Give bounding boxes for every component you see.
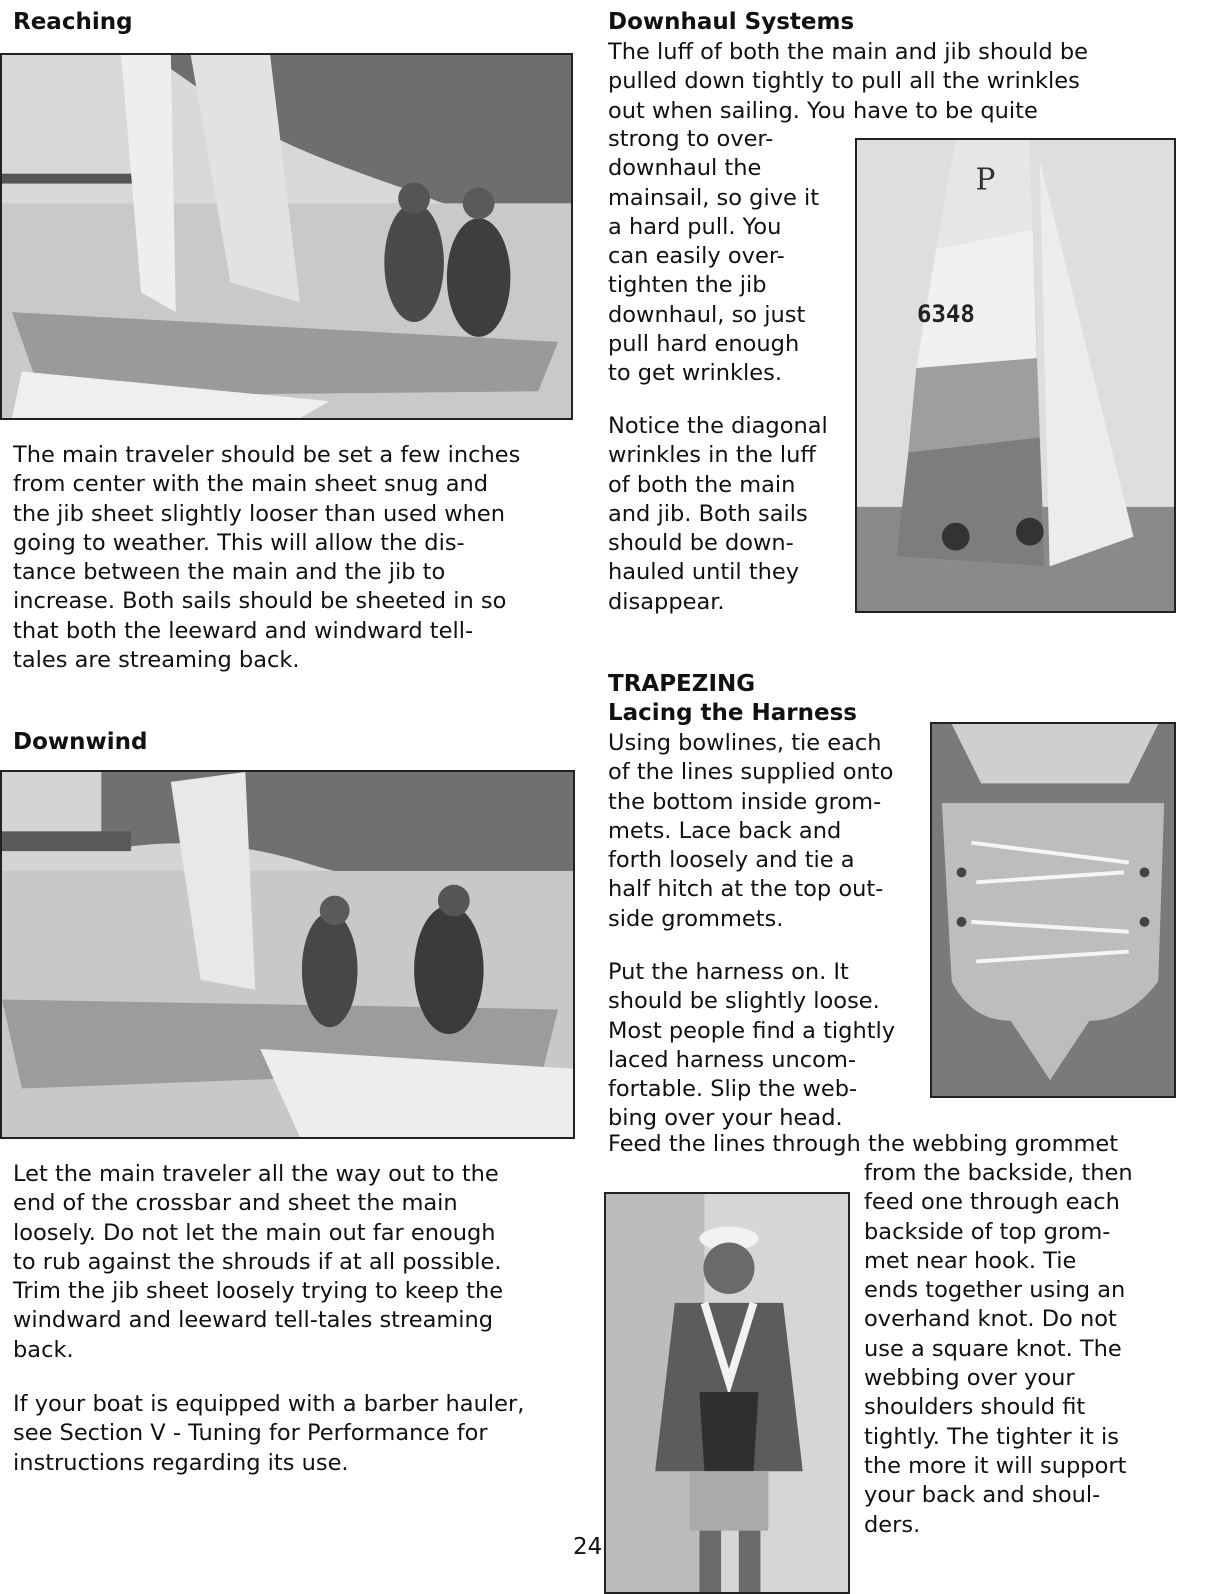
- downhaul-text: strong to over- downhaul the mainsail, so give it a hard pull. You can easily over- tighten the jib downhaul, so just pull hard enough to get wrinkles.: [608, 126, 820, 387]
- lacing-text: Using bowlines, tie each of the lines supplied onto the bottom inside grom- mets. Lace back and forth loosely and tie a half hitch at the top out- side grommets.: [608, 730, 894, 932]
- reaching-photo: [0, 53, 573, 420]
- downwind-text-2: If your boat is equipped with a barber hauler, see Section V - Tuning for Performance for instructions regarding its use.: [13, 1391, 525, 1476]
- downwind-photo: [0, 770, 575, 1139]
- lacing-subheading: Lacing the Harness: [608, 700, 857, 726]
- sail-number: 6348: [917, 300, 975, 328]
- feed-line: Feed the lines through the webbing grommet: [608, 1131, 1119, 1157]
- feed-text: from the backside, then feed one through each backside of top grom- met near hook. Tie ends together using an overhand knot. Do not use a square knot. The webbing over your shoulders should fit tightly. The tighter it is the more it will support your back and shoul- ders.: [864, 1160, 1133, 1538]
- trapeze-person-photo: [604, 1192, 850, 1594]
- downhaul-heading: Downhaul Systems: [608, 9, 855, 35]
- svg-text:P: P: [975, 161, 996, 197]
- harness-photo: [930, 722, 1176, 1098]
- downhaul-sail-photo: [855, 138, 1176, 613]
- downhaul-notice: Notice the diagonal wrinkles in the luff of both the main and jib. Both sails should be down- hauled until they disappear.: [608, 413, 828, 615]
- trapezing-heading: TRAPEZING: [608, 671, 756, 697]
- put-on-text: Put the harness on. It should be slightly loose. Most people find a tightly laced harness uncom- fortable. Slip the web- bing over your head.: [608, 959, 896, 1132]
- downwind-heading: Downwind: [13, 729, 148, 755]
- page-number: 24: [573, 1534, 603, 1560]
- downwind-text-1: Let the main traveler all the way out to the end of the crossbar and sheet the main loosely. Do not let the main out far enough to rub against the shrouds if at all possible. Trim the jib sheet loosely trying to keep the windward and leeward tell-tales streaming back.: [13, 1161, 504, 1363]
- reaching-text: The main traveler should be set a few inches from center with the main sheet snug and the jib sheet slightly looser than used when going to weather. This will allow the dis- tance between the main and the jib to increase. Both sails should be sheeted in so that both the leeward and windward tell- tales are streaming back.: [13, 442, 521, 674]
- downhaul-intro: The luff of both the main and jib should be pulled down tightly to pull all the wrinkles out when sailing. You have to be quite: [608, 39, 1088, 124]
- reaching-heading: Reaching: [13, 9, 133, 35]
